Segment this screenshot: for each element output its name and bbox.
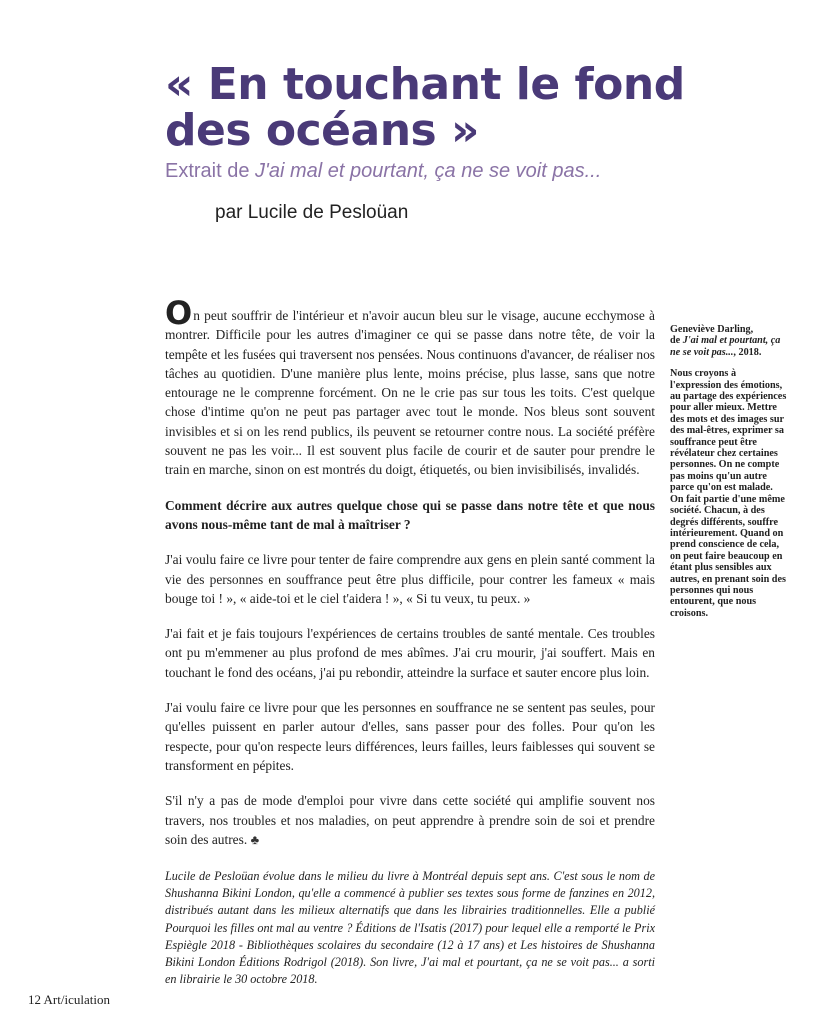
author-byline: par Lucile de Pesloüan [215, 202, 409, 223]
article-subtitle [165, 158, 765, 184]
article-question: Comment décrire aux autres quelque chose qui se passe dans notre tête et que nous avons nous-même tant de mal à maîtriser ? [165, 497, 655, 532]
sidebar-credit-year: , 2018. [733, 346, 762, 358]
sidebar-credit-name: Geneviève Darling, [670, 324, 754, 335]
sidebar-text: Nous croyons à l'expression des émotions, au partage des expériences pour aller mieux. Mettre des mots et des images sur des mal-êtres, exprimer sa souffrance peut être révélateur chez certaines personnes. On ne compte pas moins qu'un autre parce qu'on est malade. On fait partie d'une même société. Chacun, à des degrés différents, souffre intérieurement. Quand on prend conscience de cela, on peut faire beaucoup en étant plus sensibles aux autres, en prenant soin des personnes qui nous entourent, que nous croisons. [670, 368, 787, 619]
paragraph-4: J'ai voulu faire ce livre pour que les personnes en souffrance ne se sentent pas seules, pour qu'elles puissent en parler autour d'elles, sans passer pour des folles. Pour qu'on les respecte, pour qu'on respecte leurs différences, leurs failles, leurs faiblesses qui souvent se transforment en pépites. [165, 700, 655, 773]
drop-cap: O [165, 294, 193, 332]
paragraph-3: J'ai fait et je fais toujours l'expériences de certains troubles de santé mentale. Ces troubles ont pu m'emmener au plus profond de mes abîmes. J'ai cru mourir, j'ai souffert. Mais en touchant le fond des océans, j'ai pu rebondir, atteindre la surface et sauter encore plus loin. [165, 626, 655, 680]
sidebar-credit-prefix: de [670, 335, 683, 347]
article-body [165, 294, 655, 865]
paragraph-2: J'ai voulu faire ce livre pour tenter de faire comprendre aux gens en plein santé comment la vie des personnes en souffrance peut être plus difficile, pour contrer les fameux « mais bouge toi ! », « aide-toi et le ciel t'aidera ! », « Si tu veux, tu peux. » [165, 552, 655, 606]
page-footer: 12 Art/iculation [28, 992, 110, 1007]
paragraph-intro-text: n peut souffrir de l'intérieur et n'avoir aucun bleu sur le visage, aucune ecchymose à montrer. Difficile pour les autres d'imaginer ce qui se passe dans notre tête, de voir la tempête et les fusées qui traversent nos pensées. Nous continuons d'avancer, de réaliser nos tâches au quotidien. D'une manière plus lente, moins précise, plus lasse, sans que notre entourage ne le comprenne forcément. On ne le crie pas sur tous les toits. C'est quelque chose d'intime qu'on ne peut pas partager avec tout le monde. Nos bleus sont souvent invisibles et si on les rend publics, ils peuvent se retourner contre nous. La société préfère souvent ne pas les voir... Il est souvent plus facile de courir et de sauter pour prendre le train en marche, sinon on est montrés du doigt, étiquetés, ou bien invisibilisés, invalidés. [165, 308, 655, 478]
sidebar-credit-book: J'ai mal et pourtant, ça ne se voit pas... [670, 335, 781, 358]
author-bio: Lucile de Pesloüan évolue dans le milieu du livre à Montréal depuis sept ans. C'est sous le nom de Shushanna Bikini London, qu'elle a commencé à publier ses textes sous forme de fanzines en 2012, distribués autant dans les milieux alternatifs que dans les librairies traditionnelles. Elle a publié Pourquoi les filles ont mal au ventre ? Éditions de l'Isatis (2017) pour lequel elle a remporté le Prix Espiègle 2018 - Bibliothèques scolaires du secondaire (12 à 17 ans) et Les histoires de Shushanna Bikini London Éditions Rodrigol (2018). Son livre, J'ai mal et pourtant, ça ne se voit pas... a sorti en librairie le 30 octobre 2018. [165, 869, 655, 987]
sidebar-credit [670, 324, 788, 358]
subtitle-book-title: J'ai mal et pourtant, ça ne se voit pas... [255, 160, 602, 182]
sidebar-quote [670, 324, 788, 629]
article-title: « En touchant le fond des océans » [165, 59, 685, 156]
subtitle-prefix: Extrait de [165, 160, 256, 182]
leaf-ornament-icon: ♣ [250, 831, 260, 847]
paragraph-5 [165, 791, 655, 849]
paragraph-intro [165, 294, 655, 480]
paragraph-5-text: S'il n'y a pas de mode d'emploi pour vivre dans cette société qui amplifie souvent nos travers, nos troubles et nos maladies, on peut apprendre à prendre soin de soi et prendre soin des autres. [165, 793, 655, 847]
